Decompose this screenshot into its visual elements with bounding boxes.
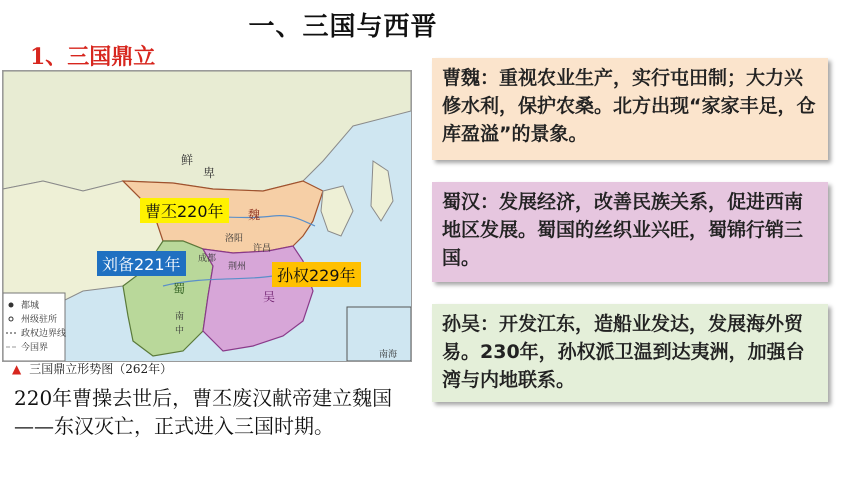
map-label-liu: 刘备221年 [97,251,186,276]
legend-item: 都城 [21,301,40,311]
place-xianbei: 卑 [203,166,216,180]
card-sunwu: 孙吴：开发江东，造船业发达，发展海外贸易。230年，孙权派卫温到达夷洲，加强台湾与内地联系。 [432,304,828,402]
card-caowei: 曹魏：重视农业生产，实行屯田制；大力兴修水利，保护农桑。北方出现“家家丰足，仓库盈溢”的景象。 [432,58,828,160]
map-caption [12,360,172,377]
card-shuhan: 蜀汉：发展经济，改善民族关系，促进西南地区发展。蜀国的丝织业兴旺，蜀锦行销三国。 [432,182,828,282]
place-luoyang: 洛阳 [225,234,244,244]
place-nanzhong: 南 [175,312,185,322]
place-wei: 魏 [248,208,261,222]
japan-islands [371,161,393,221]
page-title: 一、三国与西晋 [248,12,438,42]
place-nanhai: 南海 [379,350,398,360]
legend-item: 今国界 [21,343,49,353]
legend-item: 政权边界线 [21,329,67,339]
caption-text: 三国鼎立形势图（262年） [29,362,173,376]
legend-item: 州级驻所 [21,315,58,325]
caption-marker-icon: ▲ [12,362,22,376]
place-nanzhong: 中 [175,326,185,336]
place-shu: 蜀 [173,282,186,296]
place-xianbei: 鲜 [181,153,194,167]
place-wu: 吴 [263,290,276,304]
section-subtitle: 1、三国鼎立 [30,44,156,70]
map-label-sun: 孙权229年 [272,262,361,287]
korea-peninsula [321,186,353,236]
place-chengdu: 成都 [198,254,217,264]
map-label-cao: 曹丕220年 [140,198,229,223]
place-jingzhou: 荆州 [228,262,247,272]
place-xuchang: 许昌 [253,244,272,254]
body-paragraph: 220年曹操去世后，曹丕废汉献帝建立魏国——东汉灭亡，正式进入三国时期。 [14,386,393,438]
